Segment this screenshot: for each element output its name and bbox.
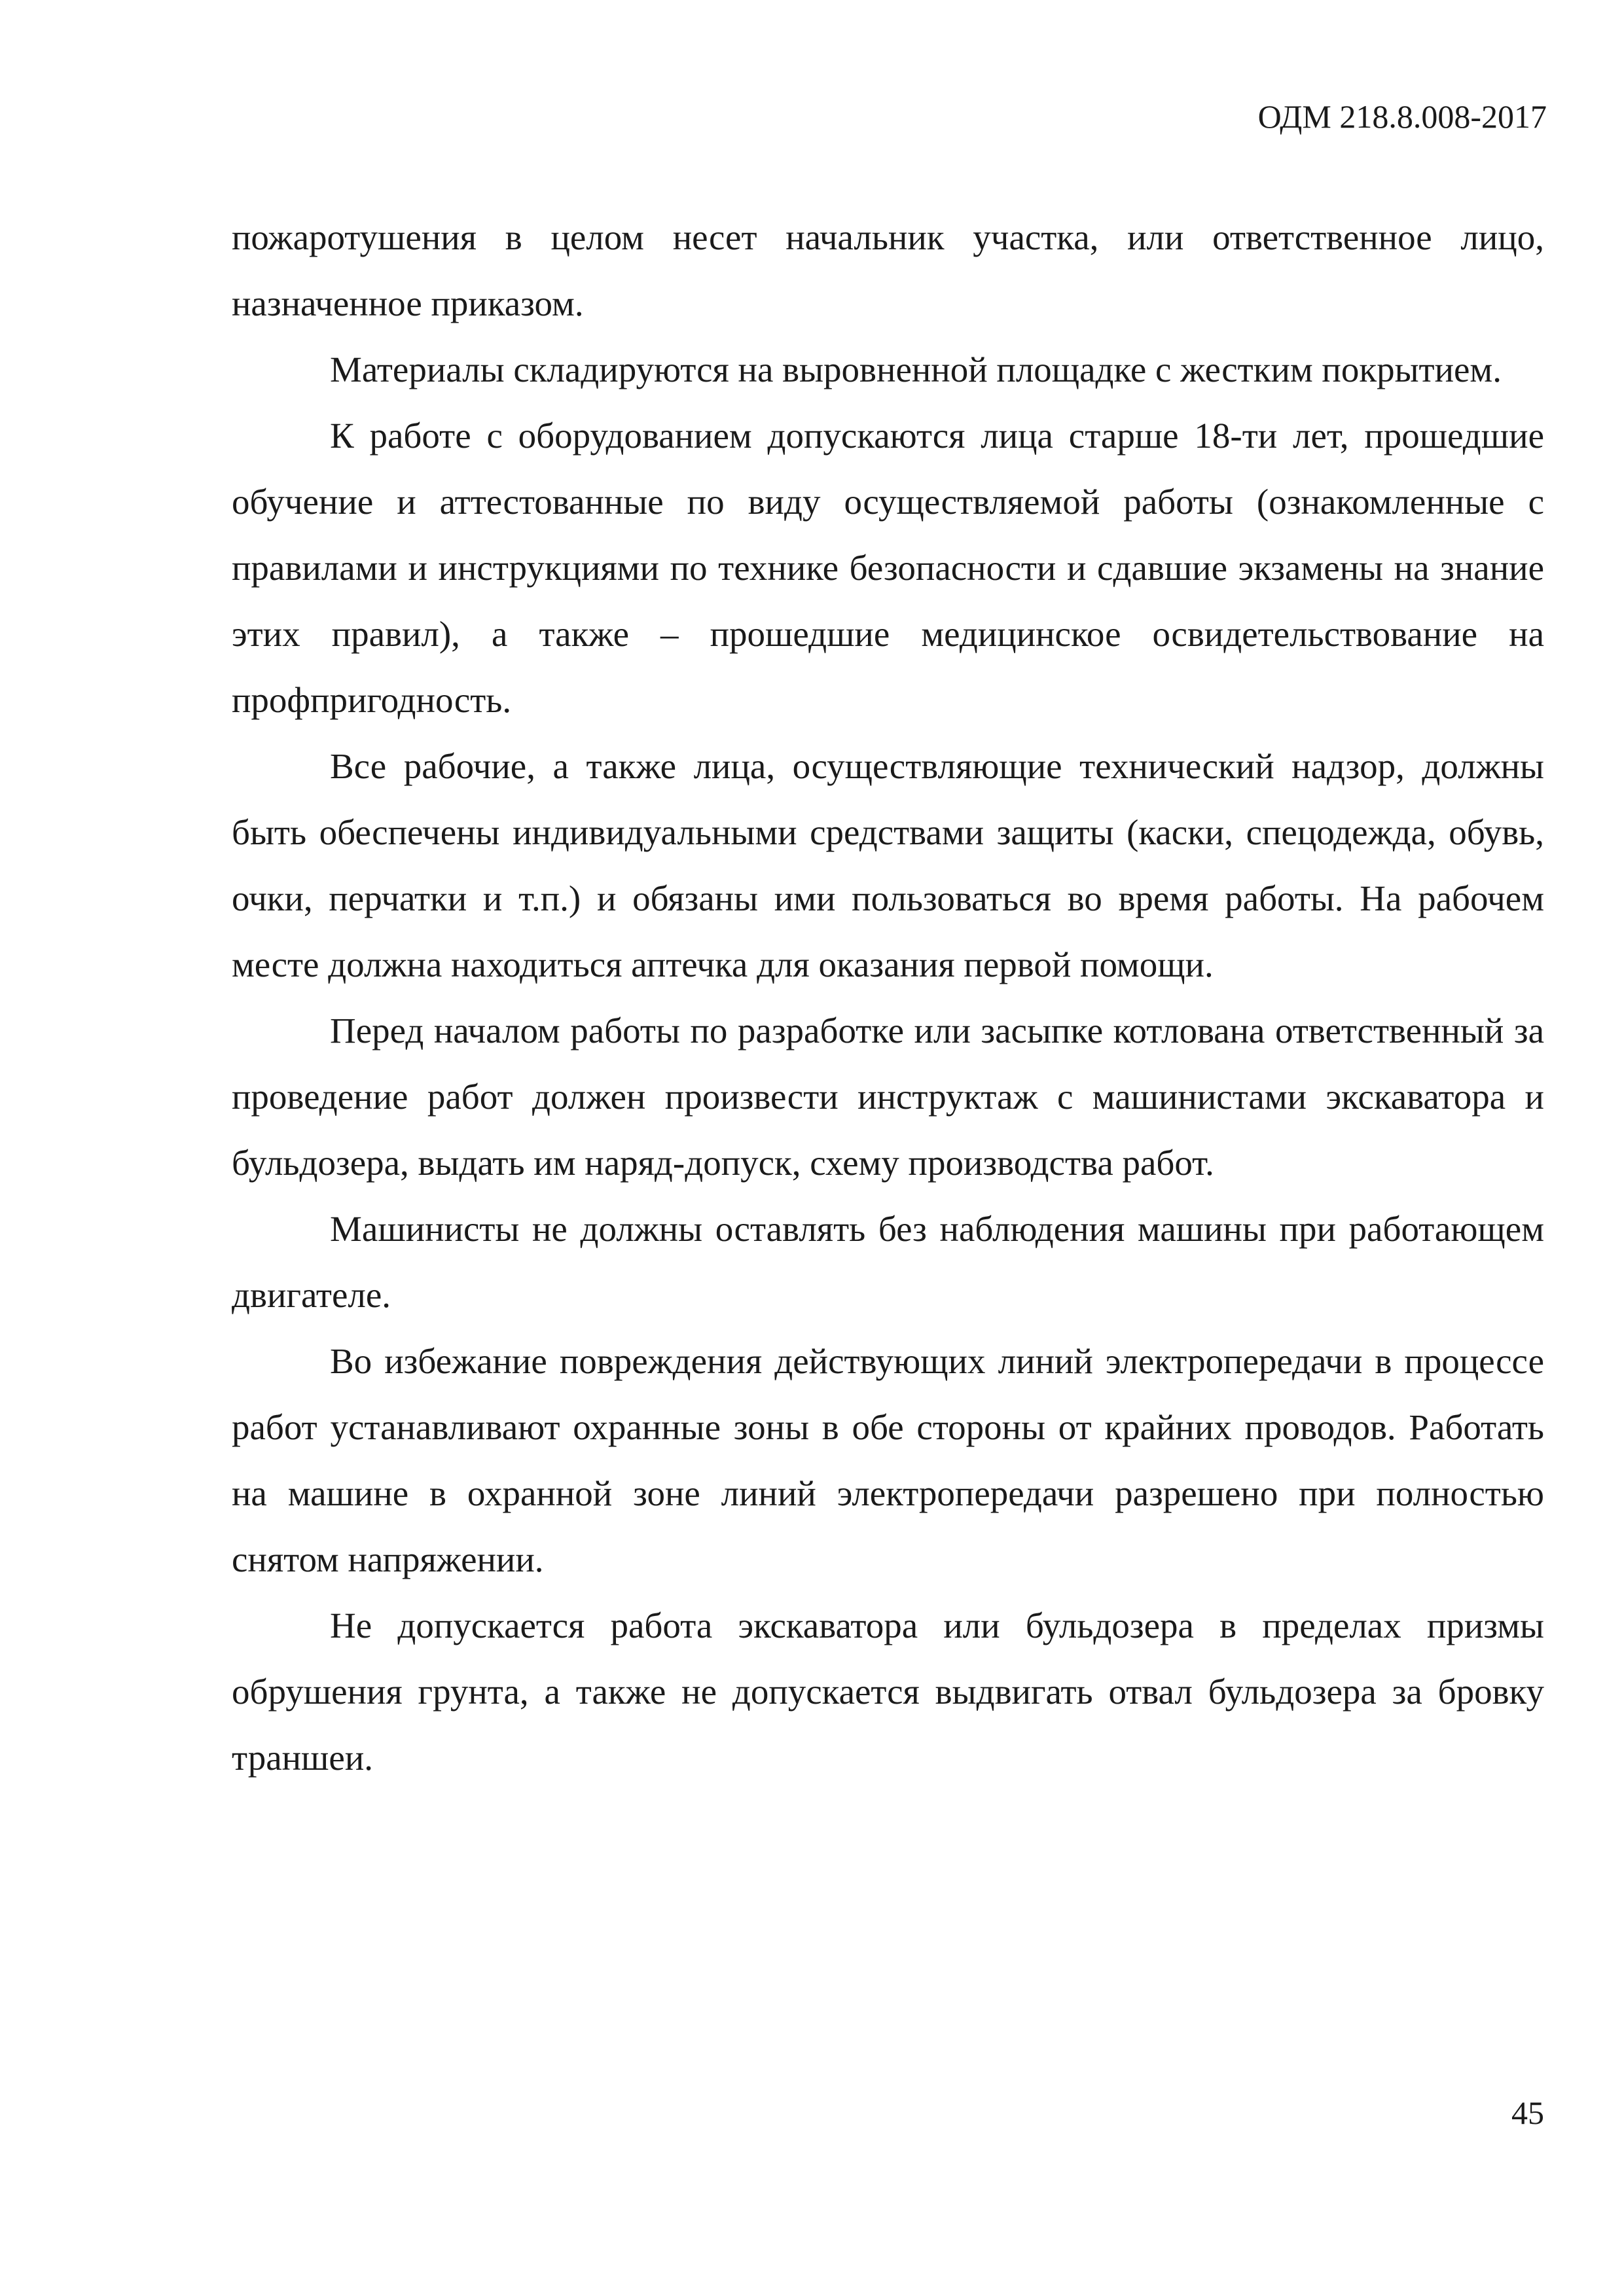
paragraph-operators: Машинисты не должны оставлять без наблюдения машины при работающем двигателе. xyxy=(232,1209,1544,1315)
paragraph-materials: Материалы складируются на выровненной площадке с жестким покрытием. xyxy=(330,350,1502,389)
page-number: 45 xyxy=(1511,2094,1544,2131)
paragraph-collapse-prism: Не допускается работа экскаватора или бульдозера в пределах призмы обрушения грунта, а также не допускается выдвигать отвал бульдозера за бровку траншеи. xyxy=(232,1605,1544,1778)
document-body xyxy=(232,204,1544,1791)
paragraph-continuation: пожаротушения в целом несет начальник участка, или ответственное лицо, назначенное приказом. xyxy=(232,217,1544,323)
paragraph-briefing: Перед началом работы по разработке или засыпке котлована ответственный за проведение работ должен произвести инструктаж с машинистами экскаватора и бульдозера, выдать им наряд-допуск, схему производства работ. xyxy=(232,1011,1544,1183)
paragraph-protective-equipment: Все рабочие, а также лица, осуществляющие технический надзор, должны быть обеспечены индивидуальными средствами защиты (каски, спецодежда, обувь, очки, перчатки и т.п.) и обязаны ими пользоваться во время работы. На рабочем месте должна находиться аптечка для оказания первой помощи. xyxy=(232,746,1544,984)
paragraph-power-lines: Во избежание повреждения действующих линий электропередачи в процессе работ устанавливают охранные зоны в обе стороны от крайних проводов. Работать на машине в охранной зоне линий электропередачи разрешено при полностью снятом напряжении. xyxy=(232,1341,1544,1579)
document-code: ОДМ 218.8.008-2017 xyxy=(1257,98,1547,135)
paragraph-personnel-admission: К работе с оборудованием допускаются лица старше 18-ти лет, прошедшие обучение и аттестованные по виду осуществляемой работы (ознакомленные с правилами и инструкциями по технике безопасности и сдавшие экзамены на знание этих правил), а также – прошедшие медицинское освидетельствование на профпригодность. xyxy=(232,416,1544,720)
